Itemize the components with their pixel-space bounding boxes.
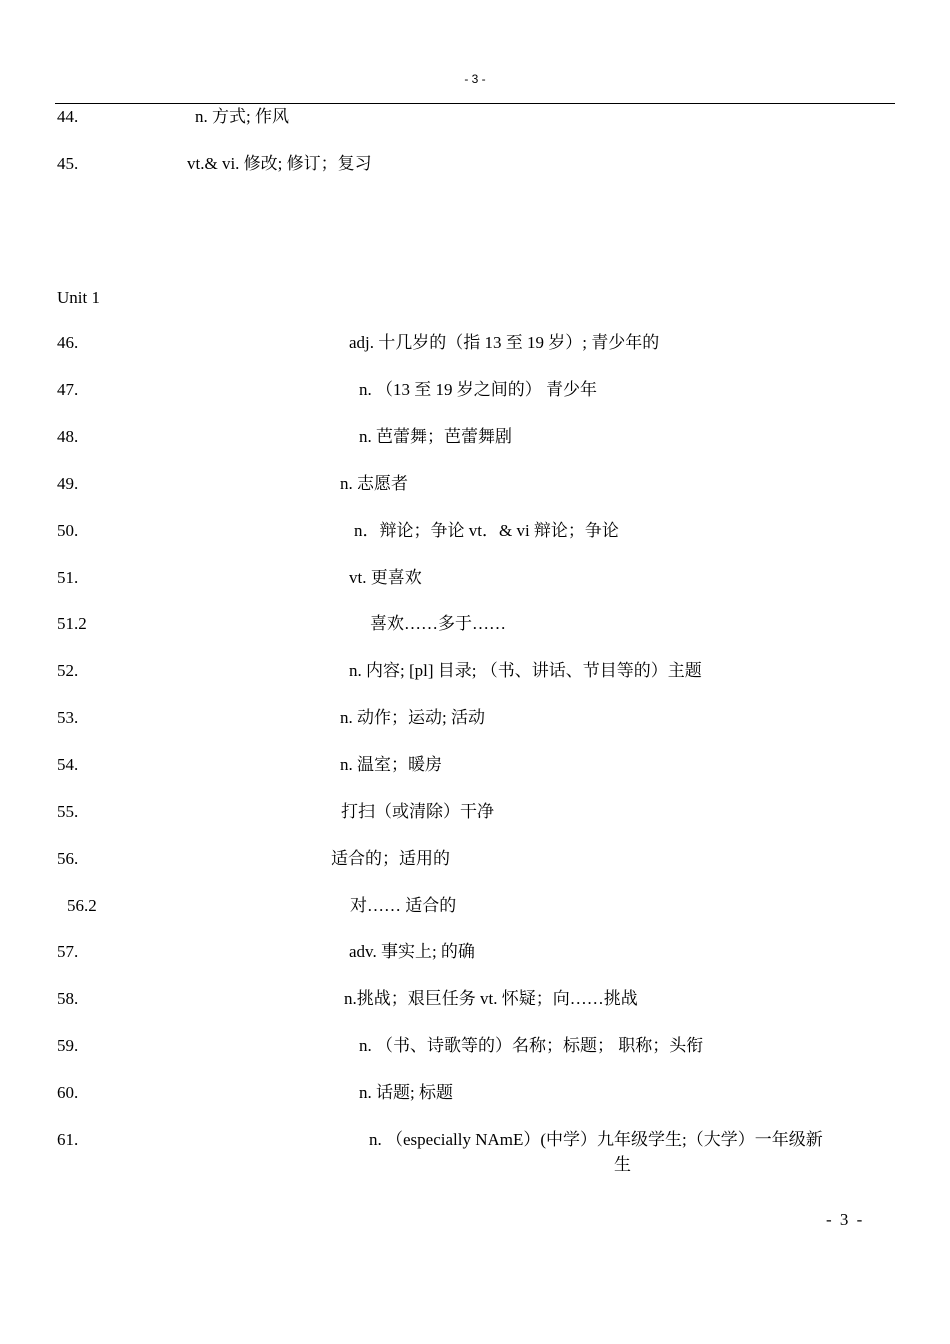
entry-number: 51.2: [57, 614, 87, 633]
entry-number: 61.: [57, 1130, 79, 1149]
entry-definition: n. （especially NAmE）(中学）九年级学生;（大学）一年级新: [369, 1130, 823, 1149]
entry-definition: vt. 更喜欢: [349, 568, 422, 587]
vocab-entry-45: [0, 152, 950, 176]
vocab-entry-59: [0, 1034, 950, 1058]
entry-number: 45.: [57, 154, 79, 173]
header-page-number: - 3 -: [464, 72, 486, 86]
entry-number: 52.: [57, 661, 79, 680]
unit-title: Unit 1: [57, 288, 100, 307]
vocab-entry-57: [0, 940, 950, 964]
entry-definition: 适合的；适用的: [331, 849, 450, 868]
vocab-entry-48: [0, 425, 950, 449]
vocab-entry-56-2: [0, 894, 950, 918]
vocab-entry-44: [0, 105, 950, 129]
entry-definition: n.挑战；艰巨任务 vt. 怀疑；向……挑战: [344, 989, 638, 1008]
entry-number: 50.: [57, 521, 79, 540]
entry-definition: n. 方式; 作风: [195, 107, 289, 126]
entry-number: 53.: [57, 708, 79, 727]
entry-number: 60.: [57, 1083, 79, 1102]
vocab-entry-47: [0, 378, 950, 402]
header-divider: [55, 103, 895, 104]
entry-definition-continuation: 生: [614, 1155, 631, 1174]
entry-number: 46.: [57, 333, 79, 352]
entry-number: 44.: [57, 107, 79, 126]
entry-definition: n. 温室；暖房: [340, 755, 442, 774]
entry-number: 54.: [57, 755, 79, 774]
vocab-entry-53: [0, 706, 950, 730]
entry-definition: n. 芭蕾舞；芭蕾舞剧: [359, 427, 512, 446]
entry-number: 55.: [57, 802, 79, 821]
vocab-entry-51: [0, 566, 950, 590]
entry-number: 56.: [57, 849, 79, 868]
entry-number: 47.: [57, 380, 79, 399]
entry-definition: 打扫（或清除）干净: [341, 802, 494, 821]
vocab-entry-56: [0, 847, 950, 871]
entry-definition: adv. 事实上; 的确: [349, 942, 475, 961]
entry-number: 48.: [57, 427, 79, 446]
entry-number: 57.: [57, 942, 79, 961]
vocab-entry-61-continuation: [0, 1153, 950, 1177]
entry-definition: n. （书、诗歌等的）名称；标题； 职称；头衔: [359, 1036, 704, 1055]
entry-definition: n. 内容; [pl] 目录; （书、讲话、节目等的）主题: [349, 661, 702, 680]
vocab-entry-51-2: [0, 612, 950, 636]
vocab-entry-50: [0, 519, 950, 543]
entry-number: 49.: [57, 474, 79, 493]
entry-number: 59.: [57, 1036, 79, 1055]
entry-number: 56.2: [67, 896, 97, 915]
entry-definition: n. 动作；运动; 活动: [340, 708, 485, 727]
entry-definition: adj. 十几岁的（指 13 至 19 岁）; 青少年的: [349, 333, 660, 352]
entry-definition: n. 话题; 标题: [359, 1083, 453, 1102]
entry-number: 58.: [57, 989, 79, 1008]
entry-definition: vt.& vi. 修改; 修订；复习: [187, 154, 372, 173]
vocab-entry-60: [0, 1081, 950, 1105]
unit-heading: [0, 286, 950, 310]
entry-number: 51.: [57, 568, 79, 587]
vocab-entry-55: [0, 800, 950, 824]
entry-definition: n．辩论；争论 vt．& vi 辩论；争论: [354, 521, 619, 540]
entry-definition: 对…… 适合的: [350, 896, 457, 915]
vocab-entry-54: [0, 753, 950, 777]
vocab-entry-49: [0, 472, 950, 496]
entry-definition: n. 志愿者: [340, 474, 408, 493]
vocab-entry-61: [0, 1128, 950, 1152]
vocab-entry-46: [0, 331, 950, 355]
entry-definition: n. （13 至 19 岁之间的） 青少年: [359, 380, 597, 399]
vocab-entry-58: [0, 987, 950, 1011]
vocab-entry-52: [0, 659, 950, 683]
footer-page-number: - 3 -: [826, 1210, 865, 1229]
entry-definition: 喜欢……多于……: [370, 614, 506, 633]
